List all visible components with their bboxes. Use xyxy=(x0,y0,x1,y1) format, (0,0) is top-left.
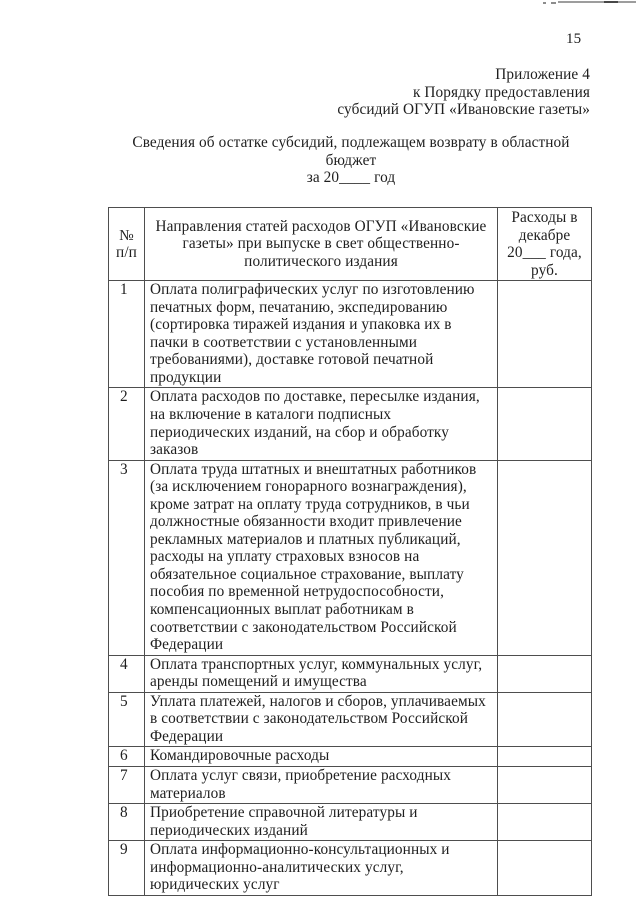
expense-direction-cell: Оплата транспортных услуг, коммунальных услуг, аренды помещений и имущества xyxy=(145,655,498,692)
expense-direction-cell: Оплата расходов по доставке, пересылке издания, на включение в каталоги подписных периодических изданий, на сбор и обработку заказов xyxy=(145,388,498,460)
row-number-cell: 5 xyxy=(109,692,145,747)
appendix-line: субсидий ОГУП «Ивановские газеты» xyxy=(337,101,590,118)
row-number-cell: 8 xyxy=(109,804,145,841)
expense-direction-cell: Приобретение справочной литературы и периодических изданий xyxy=(145,804,498,841)
subsidy-remainder-table xyxy=(108,207,592,896)
table-row xyxy=(109,747,592,767)
expense-value-cell xyxy=(498,804,592,841)
document-title-line: за 20____ год xyxy=(306,169,396,187)
scan-artifact-dot xyxy=(543,2,546,4)
row-number-cell: 9 xyxy=(109,841,145,896)
scan-artifact-line-dark xyxy=(604,1,618,3)
expense-direction-cell: Оплата услуг связи, приобретение расходных материалов xyxy=(145,766,498,803)
appendix-line: Приложение 4 xyxy=(495,66,590,83)
table-row xyxy=(109,388,592,460)
expense-value-cell xyxy=(498,841,592,896)
expense-direction-cell: Командировочные расходы xyxy=(145,747,498,767)
table-row xyxy=(109,841,592,896)
table-row xyxy=(109,281,592,388)
scan-artifact-line xyxy=(558,1,636,3)
row-number-cell: 4 xyxy=(109,655,145,692)
document-title-line: бюджет xyxy=(325,151,377,169)
appendix-line: к Порядку предоставления xyxy=(412,83,590,101)
row-number-cell: 7 xyxy=(109,766,145,803)
table-row xyxy=(109,766,592,803)
table-row xyxy=(109,460,592,655)
document-title xyxy=(110,134,592,187)
table-row xyxy=(109,692,592,747)
header-cell-directions: Направления статей расходов ОГУП «Ивановские газеты» при выпуске в свет общественно-политического издания xyxy=(145,208,498,281)
expense-value-cell xyxy=(498,388,592,460)
expense-value-cell xyxy=(498,460,592,655)
expense-direction-cell: Оплата труда штатных и внештатных работников (за исключением гонорарного вознаграждения), кроме затрат на оплату труда сотрудников, в чьи должностные обязанности входит привлечение рекламных материалов и платных публикаций, расходы на уплату страховых взносов на обязательное социальное страхование, выплату пособия по временной нетрудоспособности, компенсационных выплат работникам в соответствии с законодательством Российской Федерации xyxy=(145,460,498,655)
expense-value-cell xyxy=(498,692,592,747)
expense-direction-cell: Уплата платежей, налогов и сборов, уплачиваемых в соответствии с законодательством Российской Федерации xyxy=(145,692,498,747)
row-number-cell: 6 xyxy=(109,747,145,767)
page-number: 15 xyxy=(566,31,582,47)
appendix-note xyxy=(337,66,590,119)
table-row xyxy=(109,804,592,841)
row-number-cell: 3 xyxy=(109,460,145,655)
expense-value-cell xyxy=(498,281,592,388)
document-title-line: Сведения об остатке субсидий, подлежащем возврату в областной xyxy=(132,134,570,151)
row-number-cell: 2 xyxy=(109,388,145,460)
header-cell-expenses: Расходы в декабре 20___ года, руб. xyxy=(498,208,592,281)
expense-direction-cell: Оплата полиграфических услуг по изготовлению печатных форм, печатанию, экспедированию (сортировка тиражей издания и упаковка их в пачки в соответствии с установленными требованиями), доставке готовой печатной продукции xyxy=(145,281,498,388)
scan-artifact-dot xyxy=(551,2,556,4)
expense-value-cell xyxy=(498,747,592,767)
expense-value-cell xyxy=(498,766,592,803)
expense-direction-cell: Оплата информационно-консультационных и информационно-аналитических услуг, юридических услуг xyxy=(145,841,498,896)
table-row xyxy=(109,655,592,692)
row-number-cell: 1 xyxy=(109,281,145,388)
expense-value-cell xyxy=(498,655,592,692)
table-header-row xyxy=(109,208,592,281)
header-cell-number: № п/п xyxy=(109,208,145,281)
